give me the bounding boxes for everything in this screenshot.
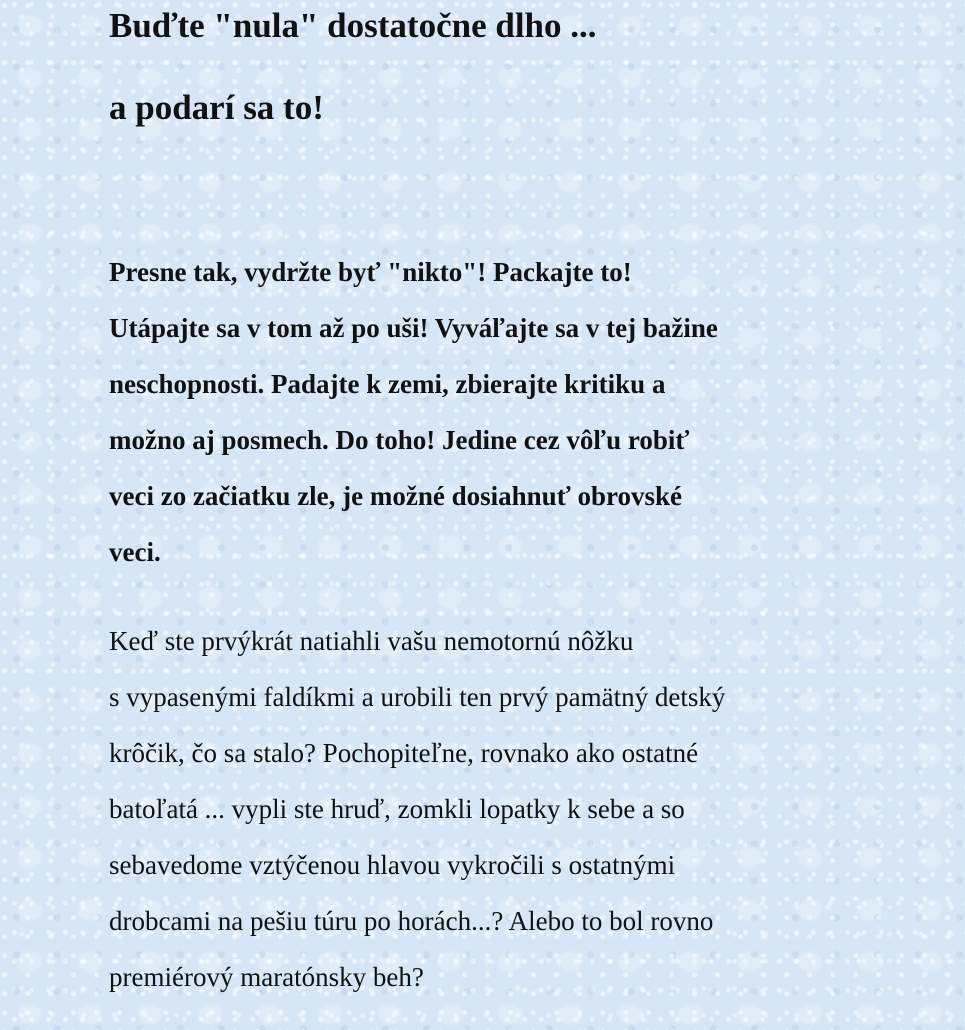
paragraph-line: veci zo začiatku zle, je možné dosiahnuť obrovské (109, 481, 683, 511)
paragraph-bold (109, 244, 889, 580)
paragraph-line: s vypasenými faldíkmi a urobili ten prvý pamätný detský (109, 682, 726, 712)
paragraph-line: Keď ste prvýkrát natiahli vašu nemotornú nôžku (109, 626, 634, 656)
paragraph-line: sebavedome vztýčenou hlavou vykročili s ostatnými (109, 850, 676, 880)
paragraph-line: premiérový maratónsky beh? (109, 962, 424, 992)
paragraph-regular (109, 613, 889, 1005)
paragraph-line: veci. (109, 537, 161, 567)
paragraph-line: Utápajte sa v tom až po uši! Vyváľajte sa v tej bažine (109, 313, 718, 343)
paragraph-line: drobcami na pešiu túru po horách...? Alebo to bol rovno (109, 906, 714, 936)
paragraph-line: batoľatá ... vypli ste hruď, zomkli lopatky k sebe a so (109, 794, 685, 824)
paragraph-line: krôčik, čo sa stalo? Pochopiteľne, rovnako ako ostatné (109, 738, 699, 768)
title-line-2: a podarí sa to! (109, 88, 324, 127)
paragraph-line: možno aj posmech. Do toho! Jedine cez vôľu robiť (109, 425, 690, 455)
paragraph-line: neschopnosti. Padajte k zemi, zbierajte kritiku a (109, 369, 666, 399)
title-line-1: Buďte "nula" dostatočne dlho ... (109, 6, 597, 45)
paragraph-line: Presne tak, vydržte byť "nikto"! Packajte to! (109, 257, 632, 287)
